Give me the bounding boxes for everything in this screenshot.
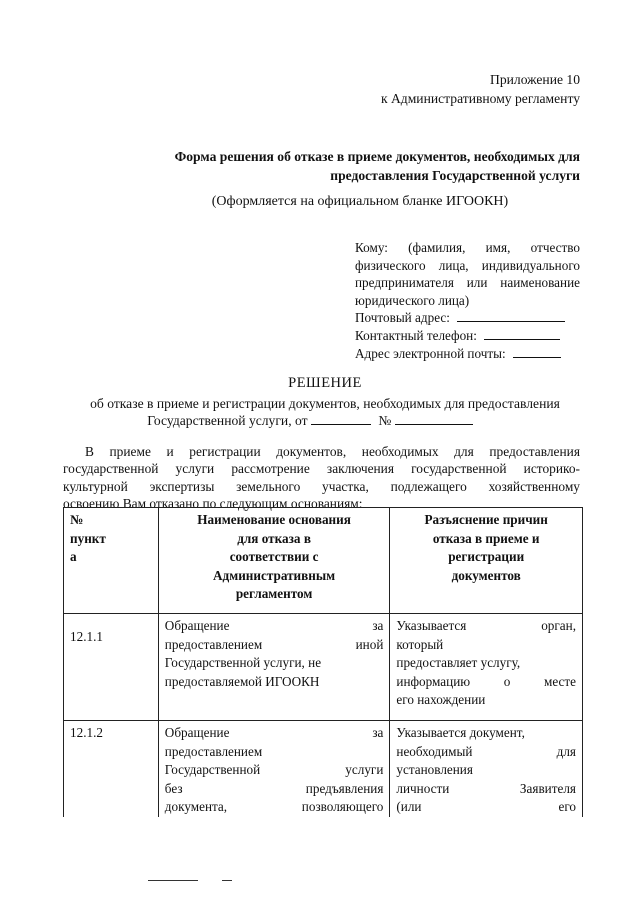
cell-text: Обращение за <box>164 618 384 633</box>
row-number-cell <box>64 614 159 721</box>
phone-blank <box>484 327 560 340</box>
cell-text: установления <box>396 762 473 777</box>
header-text: регистрации <box>448 549 525 564</box>
header-text: Разъяснение причин <box>424 512 548 527</box>
form-title <box>140 147 580 185</box>
form-title-line-1: Форма решения об отказе в приеме документов, необходимых для <box>174 149 580 164</box>
cell-text: предоставлением иной <box>164 636 384 652</box>
recipient-line: Кому: (фамилия, имя, отчество <box>355 240 580 255</box>
page-cut-area <box>0 817 639 905</box>
footnote-rule-mark <box>222 880 232 881</box>
email-label: Адрес электронной почты: <box>355 345 506 361</box>
paragraph-line: освоению Вам отказано по следующим основаниям: <box>63 495 363 511</box>
cell-text: Указывается документ, <box>396 725 525 740</box>
cell-text: Государственной услуги, не <box>164 655 322 670</box>
recipient-line: юридического лица) <box>355 292 470 308</box>
paragraph-line: культурной экспертизы земельного участка, подлежащего хозяйственному <box>63 478 580 494</box>
annex-header <box>300 70 580 108</box>
cell-text: Обращение за <box>164 725 384 740</box>
recipient-block <box>355 239 580 362</box>
cell-text: личности Заявителя <box>396 780 576 796</box>
decision-date-label: Государственной услуги, от <box>147 413 308 428</box>
postal-address-label: Почтовый адрес: <box>355 310 450 326</box>
recipient-line: предпринимателя или наименование <box>355 275 580 291</box>
header-text: отказа в приеме и <box>432 530 540 546</box>
header-text: документов <box>451 567 521 583</box>
decision-subtitle-line-2 <box>60 412 590 429</box>
header-text: для отказа в <box>237 530 311 546</box>
paragraph-line: В приеме и регистрации документов, необходимых для предоставления <box>85 444 580 459</box>
cell-text: предоставляет услугу, <box>396 655 521 670</box>
footnote-rule <box>148 880 198 881</box>
row-explanation-cell <box>390 614 583 721</box>
row-basis-cell <box>158 614 390 721</box>
header-cell-basis <box>158 508 390 614</box>
postal-address-row <box>355 309 580 327</box>
form-note: (Оформляется на официальном бланке ИГООКН) <box>211 194 509 209</box>
table-row <box>64 721 583 822</box>
row-number: 12.1.1 <box>70 629 103 644</box>
phone-label: Контактный телефон: <box>355 327 477 343</box>
row-basis-cell <box>158 721 390 822</box>
header-text: Административным <box>213 567 336 583</box>
decision-subtitle-line-1: об отказе в приеме и регистрации документов, необходимых для предоставления <box>90 396 560 411</box>
cell-text: (или его <box>396 799 576 814</box>
table-header-row <box>64 508 583 614</box>
cell-text: информацию о месте <box>396 673 576 689</box>
row-explanation-cell <box>390 721 583 822</box>
cell-text: предоставлением <box>164 743 263 759</box>
cell-text: его нахождении <box>396 692 486 707</box>
cell-text: необходимый для <box>396 743 576 759</box>
header-text: соответствии с <box>229 549 319 564</box>
cell-text: Указывается орган, <box>396 618 576 633</box>
paragraph-line: государственной услуги рассмотрение заключения государственной историко- <box>63 461 580 477</box>
postal-address-blank <box>457 309 565 322</box>
decision-paragraph <box>63 443 580 512</box>
form-title-line-2: предоставления Государственной услуги <box>330 168 580 183</box>
cell-text: Государственной услуги <box>164 762 384 777</box>
header-text: а <box>70 549 77 564</box>
recipient-line: физического лица, индивидуального <box>355 257 580 273</box>
header-text: регламентом <box>235 586 313 601</box>
annex-line-1: Приложение 10 <box>490 72 580 87</box>
decision-date-blank <box>311 413 371 425</box>
decision-title: РЕШЕНИЕ <box>288 375 362 391</box>
cell-text: без предъявления <box>164 780 384 796</box>
email-row <box>355 345 580 363</box>
decision-number-sign: № <box>378 413 392 428</box>
phone-row <box>355 327 580 345</box>
decision-subtitle <box>60 395 590 429</box>
header-text: Наименование основания <box>197 512 351 527</box>
cell-text: который <box>396 636 444 652</box>
email-blank <box>513 345 561 358</box>
annex-line-2: к Административному регламенту <box>380 91 580 106</box>
cell-text: предоставляемой ИГООКН <box>164 673 320 689</box>
header-text: № <box>70 512 84 527</box>
header-text: пункт <box>70 530 106 546</box>
row-number: 12.1.2 <box>70 725 103 740</box>
table-row <box>64 614 583 721</box>
cell-text: документа, позволяющего <box>164 799 384 814</box>
header-cell-explanation <box>390 508 583 614</box>
decision-number-blank <box>395 413 473 425</box>
refusal-grounds-table <box>63 507 583 822</box>
header-cell-number <box>64 508 159 614</box>
row-number-cell <box>64 721 159 822</box>
